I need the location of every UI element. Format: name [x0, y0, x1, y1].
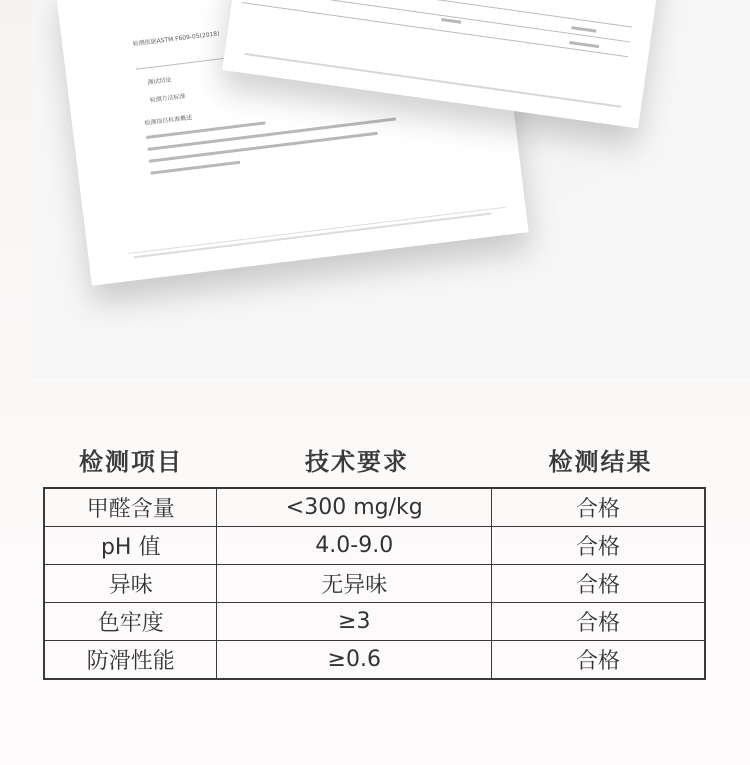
- cell-requirement: 4.0-9.0: [217, 527, 492, 565]
- test-results-table: [43, 487, 706, 680]
- report-label: 测试结论: [147, 76, 172, 87]
- column-header-requirement: 技术要求: [305, 448, 409, 476]
- table-row: [44, 488, 705, 527]
- cell-result: 合格: [492, 603, 705, 641]
- cell-result: 合格: [492, 527, 705, 565]
- table-row: [44, 641, 705, 680]
- cell-item: 防滑性能: [44, 641, 217, 680]
- cell-item: 异味: [44, 565, 217, 603]
- cell-requirement: <300 mg/kg: [217, 488, 492, 527]
- cell-item: 甲醛含量: [44, 488, 217, 527]
- report-label: 检测方法标准: [149, 92, 186, 105]
- report-label: 检测依据ASTM F609-05(2018): [132, 30, 220, 48]
- table-row: [44, 603, 705, 641]
- column-header-result: 检测结果: [548, 448, 653, 476]
- cell-result: 合格: [492, 488, 705, 527]
- column-header-item: 检测项目: [79, 448, 183, 476]
- report-label: 检测项目标准概述: [144, 114, 193, 128]
- test-report-photo: [32, 0, 750, 378]
- cell-requirement: ≥3: [217, 603, 492, 641]
- cell-result: 合格: [492, 565, 705, 603]
- cell-item: pH 值: [44, 527, 217, 565]
- cell-requirement: 无异味: [217, 565, 492, 603]
- table-row: [44, 565, 705, 603]
- table-row: [44, 527, 705, 565]
- cell-requirement: ≥0.6: [217, 641, 492, 680]
- table-header-row: [43, 442, 706, 482]
- cell-item: 色牢度: [44, 603, 217, 641]
- cell-result: 合格: [492, 641, 705, 680]
